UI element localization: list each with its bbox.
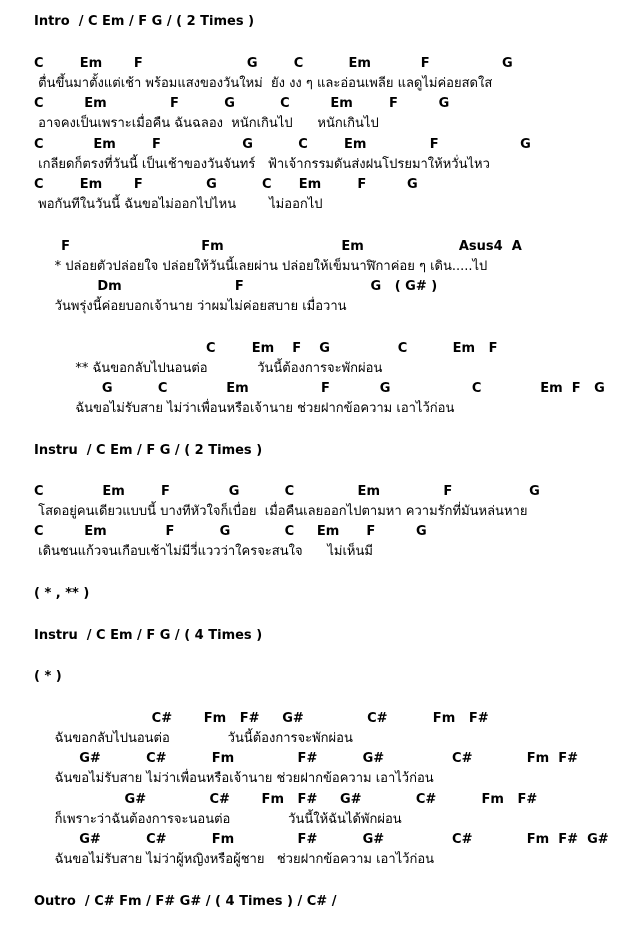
verse2-lyrics-2: เดินชนแก้วจนเกือบเช้าไม่มีวี่แววว่าใครจะสนใจ ไม่เห็นมี [34,544,373,559]
final-chords-3: G# C# Fm F# G# C# Fm F# [34,792,538,807]
verse2-chords-1: C Em F G C Em F G [34,484,540,499]
verse1-chords-2: C Em F G C Em F G [34,96,450,111]
verse1-lyrics-2: อาจคงเป็นเพราะเมื่อคืน ฉันฉลอง หนักเกินไป หนักเกินไป [34,116,379,131]
final-lyrics-3: ก็เพราะว่าฉันต้องการจะนอนต่อ วันนี้ให้ฉันได้พักผ่อน [34,812,402,827]
repeat-line-2: ( * ) [34,669,62,684]
outro-line: Outro / C# Fm / F# G# / ( 4 Times ) / C# / [34,894,337,909]
verse2-chords-2: C Em F G C Em F G [34,524,427,539]
repeat-line-1: ( * , ** ) [34,586,90,601]
bridge-lyrics-2: ฉันขอไม่รับสาย ไม่ว่าเพื่อนหรือเจ้านาย ช่วยฝากข้อความ เอาไว้ก่อน [34,401,455,416]
verse1-lyrics-4: พอกันทีในวันนี้ ฉันขอไม่ออกไปไหน ไม่ออกไป [34,197,323,212]
instru-line-2: Instru / C Em / F G / ( 4 Times ) [34,628,263,643]
verse1-lyrics-3: เกลียดก็ตรงที่วันนี้ เป็นเช้าของวันจันทร์ ฟ้าเจ้ากรรมดันส่งฝนโปรยมาให้หวั่นไหว [34,157,490,172]
verse2-lyrics-1: โสดอยู่คนเดียวแบบนี้ บางทีหัวใจก็เบื่อย เมื่อคืนเลยออกไปตามหา ความรักที่มันหล่นหาย [34,504,528,519]
verse1-chords-3: C Em F G C Em F G [34,137,531,152]
bridge-chords-1: C Em F G C Em F [34,341,498,356]
final-lyrics-4: ฉันขอไม่รับสาย ไม่ว่าผู้หญิงหรือผู้ชาย ช่วยฝากข้อความ เอาไว้ก่อน [34,852,435,867]
final-lyrics-1: ฉันขอกลับไปนอนต่อ วันนี้ต้องการจะพักผ่อน [34,731,353,746]
verse1-lyrics-1: ตื่นขึ้นมาตั้งแต่เช้า พร้อมแสงของวันใหม่ ยัง งง ๆ และอ่อนเพลีย แลดูไม่ค่อยสดใส [34,76,493,91]
final-chords-2: G# C# Fm F# G# C# Fm F# [34,751,579,766]
final-lyrics-2: ฉันขอไม่รับสาย ไม่ว่าเพื่อนหรือเจ้านาย ช่วยฝากข้อความ เอาไว้ก่อน [34,771,434,786]
final-chords-4: G# C# Fm F# G# C# Fm F# G# [34,832,609,847]
chorus-lyrics-1: * ปล่อยตัวปล่อยใจ ปล่อยให้วันนี้เลยผ่าน ปล่อยให้เข็มนาฬิกาค่อย ๆ เดิน.....ไป [34,259,488,274]
verse1-chords-4: C Em F G C Em F G [34,177,418,192]
instru-line-1: Instru / C Em / F G / ( 2 Times ) [34,443,263,458]
bridge-chords-2: G C Em F G C Em F G [34,381,605,396]
bridge-lyrics-1: ** ฉันขอกลับไปนอนต่อ วันนี้ต้องการจะพักผ่อน [34,361,383,376]
chorus-chords-1: F Fm Em Asus4 A [34,239,522,254]
final-chords-1: C# Fm F# G# C# Fm F# [34,711,489,726]
chorus-chords-2: Dm F G ( G# ) [34,279,438,294]
verse1-chords-1: C Em F G C Em F G [34,56,513,71]
chorus-lyrics-2: วันพรุ่งนี้ค่อยบอกเจ้านาย ว่าผมไม่ค่อยสบาย เมื่อวาน [34,299,347,314]
intro-line: Intro / C Em / F G / ( 2 Times ) [34,14,255,29]
